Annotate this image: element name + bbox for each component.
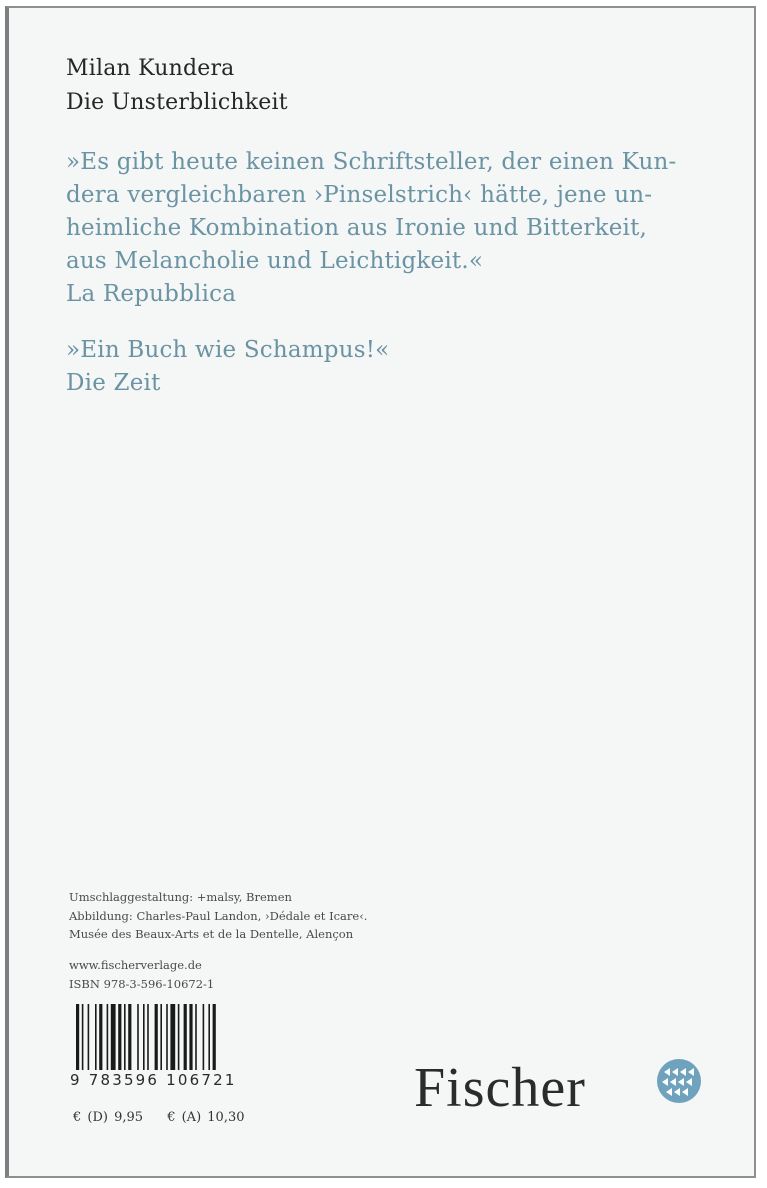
barcode-icon [74,1004,246,1072]
book-title: Die Unsterblichkeit [66,90,288,115]
publisher-info [69,956,214,993]
barcode-digits: 9 783596 106721 [70,1071,237,1089]
isbn-number: ISBN 978-3-596-10672-1 [69,976,215,991]
website-link[interactable]: www.fischerverlage.de [69,958,202,972]
credit-line: Musée des Beaux-Arts et de la Dentelle, Alençon [69,927,354,941]
price-list [73,1110,263,1125]
credit-line: Umschlaggestaltung: +malsy, Bremen [69,890,292,904]
quote-line: »Es gibt heute keinen Schriftsteller, der einen Kun- [66,149,677,175]
quote-source: La Repubblica [66,281,237,307]
price-austria: € (A) 10,30 [167,1110,245,1125]
review-quote-1 [66,146,676,311]
cover-credits [69,888,367,944]
author-name: Milan Kundera [66,56,235,81]
author-title-block [66,52,288,120]
quote-line: aus Melancholie und Leichtigkeit.« [66,248,484,274]
price-germany: € (D) 9,95 [73,1110,144,1125]
publisher-wordmark: Fischer [414,1057,586,1119]
credit-line: Abbildung: Charles-Paul Landon, ›Dédale et Icare‹. [69,908,368,923]
quote-source: Die Zeit [66,370,161,396]
quote-line: »Ein Buch wie Schampus!« [66,337,390,363]
quote-line: dera vergleichbaren ›Pinselstrich‹ hätte, jene un- [66,182,653,208]
review-quote-2 [66,334,389,400]
fischer-logo-icon [656,1058,702,1104]
quote-line: heimliche Kombination aus Ironie und Bitterkeit, [66,215,648,241]
